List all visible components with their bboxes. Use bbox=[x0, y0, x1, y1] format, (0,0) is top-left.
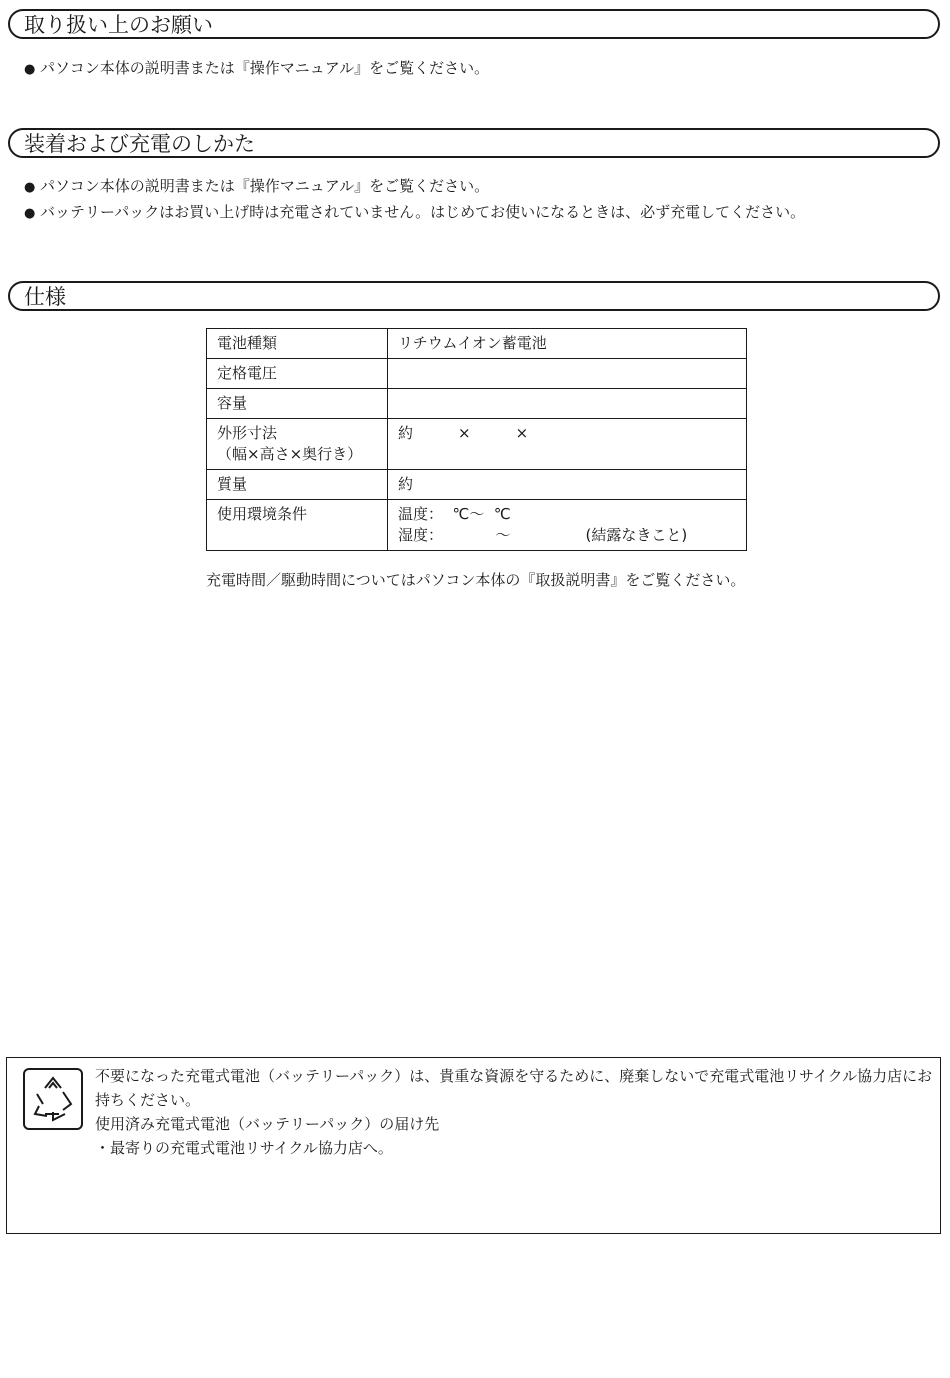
bullet-icon: ● bbox=[24, 206, 36, 221]
bullet-item: ● パソコン本体の説明書または『操作マニュアル』をご覧ください。 bbox=[24, 58, 489, 80]
table-row bbox=[207, 389, 747, 419]
recycle-notice bbox=[6, 1057, 941, 1234]
spec-label: 容量 bbox=[207, 389, 388, 419]
table-row bbox=[207, 500, 747, 551]
bullet-item: ● パソコン本体の説明書または『操作マニュアル』をご覧ください。 bbox=[24, 176, 489, 198]
section-title: 仕様 bbox=[24, 285, 66, 309]
bullet-icon: ● bbox=[24, 180, 36, 195]
spec-label: 質量 bbox=[207, 470, 388, 500]
spec-value: 約 bbox=[388, 470, 747, 500]
table-row bbox=[207, 470, 747, 500]
spec-label: 定格電圧 bbox=[207, 359, 388, 389]
table-row bbox=[207, 359, 747, 389]
section-header-charging bbox=[8, 128, 940, 158]
bullet-icon: ● bbox=[24, 62, 36, 77]
recycle-icon bbox=[23, 1068, 83, 1130]
spec-label: 電池種類 bbox=[207, 329, 388, 359]
table-row bbox=[207, 329, 747, 359]
spec-value: リチウムイオン蓄電池 bbox=[388, 329, 747, 359]
recycle-text: 不要になった充電式電池（バッテリーパック）は、貴重な資源を守るために、廃棄しないで充電式電池リサイクル協力店にお持ちください。 使用済み充電式電池（バッテリーパック）の届け先 ・最寄りの充電式電池リサイクル協力店へ。 bbox=[95, 1067, 933, 1157]
section-header-handling bbox=[8, 9, 940, 39]
bullet-item: ● バッテリーパックはお買い上げ時は充電されていません。はじめてお使いになるときは、必ず充電してください。 bbox=[24, 202, 805, 224]
section-title: 取り扱い上のお願い bbox=[24, 13, 213, 37]
spec-note: 充電時間／駆動時間についてはパソコン本体の『取扱説明書』をご覧ください。 bbox=[206, 571, 746, 589]
spec-label: 使用環境条件 bbox=[207, 500, 388, 551]
section-header-specs bbox=[8, 281, 940, 311]
spec-table bbox=[206, 328, 747, 551]
spec-label: 外形寸法 （幅×高さ×奥行き） bbox=[207, 419, 388, 470]
recycle-icon-graphic bbox=[25, 1070, 81, 1128]
spec-value: 温度： ℃〜 ℃ 湿度： 〜 (結露なきこと) bbox=[388, 500, 747, 551]
spec-value: 約 × × bbox=[388, 419, 747, 470]
section-title: 装着および充電のしかた bbox=[24, 132, 255, 156]
spec-value bbox=[388, 359, 747, 389]
table-row bbox=[207, 419, 747, 470]
spec-value bbox=[388, 389, 747, 419]
